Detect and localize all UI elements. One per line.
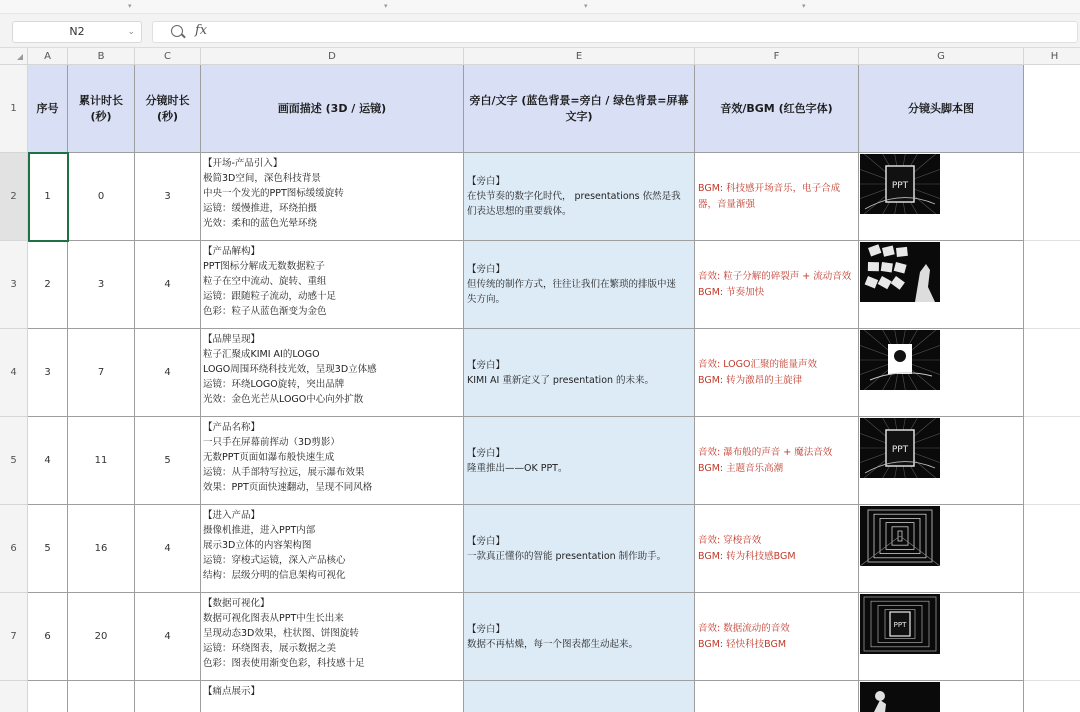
name-box-value: N2 — [69, 25, 85, 38]
scene-line: 极简3D空间，深色科技背景 — [203, 173, 321, 184]
cell-seq[interactable]: 5 — [28, 505, 68, 593]
scene-line: 结构：层级分明的信息架构可视化 — [203, 570, 346, 581]
cell-seq[interactable]: 6 — [28, 593, 68, 681]
scene-line: 【品牌呈现】 — [203, 334, 261, 345]
row-header-2[interactable]: 2 — [0, 153, 28, 241]
scene-line: 【开场-产品引入】 — [203, 158, 283, 169]
column-header-b[interactable]: B — [68, 48, 135, 65]
dropdown-arrow-icon[interactable]: ▾ — [802, 2, 806, 10]
cell-storyboard-image[interactable] — [859, 681, 1024, 712]
cell-seq[interactable]: 3 — [28, 329, 68, 417]
cell-narration[interactable] — [464, 153, 695, 241]
cell-dur[interactable]: 3 — [135, 153, 201, 241]
scene-line: LOGO周围环绕科技光效，呈现3D立体感 — [203, 364, 377, 375]
name-box[interactable] — [12, 21, 142, 43]
scene-line: 运镜：从手部特写拉远，展示瀑布效果 — [203, 467, 365, 478]
header-cell-dur[interactable]: 分镜时长(秒) — [135, 65, 201, 153]
empty-cell[interactable] — [1024, 153, 1080, 241]
cell-dur[interactable]: 4 — [135, 329, 201, 417]
cell-cum[interactable]: 0 — [68, 153, 135, 241]
cell-narration[interactable] — [464, 329, 695, 417]
sound-line: 音效: 粒子分解的碎裂声 + 流动音效 — [698, 270, 852, 282]
scene-line: 【进入产品】 — [203, 510, 261, 521]
scene-line: 中央一个发光的PPT图标缓缓旋转 — [203, 188, 344, 199]
cell-sound-bgm[interactable] — [695, 681, 859, 712]
cell-narration[interactable] — [464, 505, 695, 593]
cell-cum[interactable]: 3 — [68, 241, 135, 329]
empty-cell[interactable] — [1024, 241, 1080, 329]
scene-line: 【产品名称】 — [203, 422, 261, 433]
cell-sound-bgm[interactable] — [695, 241, 859, 329]
narration-line: 【旁白】 — [467, 176, 506, 187]
cell-scene-description[interactable] — [201, 329, 464, 417]
scene-line: 效果：PPT页面快速翻动，呈现不同风格 — [203, 482, 373, 493]
cell-storyboard-image[interactable] — [859, 153, 1024, 241]
sound-line: BGM: 转为激昂的主旋律 — [698, 374, 803, 386]
narration-line: 但传统的制作方式，往往让我们在繁琐的排版中迷 — [467, 279, 677, 290]
cell-cum[interactable]: 16 — [68, 505, 135, 593]
scene-line: 【产品解构】 — [203, 246, 261, 257]
select-all-corner[interactable] — [0, 48, 28, 65]
cell-narration[interactable] — [464, 593, 695, 681]
svg-text:PPT: PPT — [891, 445, 909, 455]
cell-scene-description[interactable] — [201, 505, 464, 593]
scene-line: 一只手在屏幕前挥动（3D剪影） — [203, 437, 340, 448]
cell-storyboard-image[interactable] — [859, 505, 1024, 593]
svg-text:PPT: PPT — [893, 621, 907, 629]
storyboard-thumbnail — [860, 154, 940, 214]
cell-seq[interactable] — [28, 681, 68, 712]
scene-line: PPT图标分解成无数数据粒子 — [203, 261, 325, 272]
scene-line: 呈现动态3D效果，柱状图、饼图旋转 — [203, 628, 359, 639]
cell-scene-description[interactable] — [201, 241, 464, 329]
svg-text:PPT: PPT — [891, 181, 909, 191]
scene-line: 【痛点展示】 — [203, 686, 261, 697]
row-header-3[interactable]: 3 — [0, 241, 28, 329]
cell-seq[interactable]: 4 — [28, 417, 68, 505]
header-cell-seq[interactable]: 序号 — [28, 65, 68, 153]
cell-scene-description[interactable] — [201, 681, 464, 712]
cell-scene-description[interactable] — [201, 417, 464, 505]
narration-line: 【旁白】 — [467, 359, 506, 371]
cell-sound-bgm[interactable] — [695, 417, 859, 505]
cell-dur[interactable] — [135, 681, 201, 712]
header-cell-scene[interactable]: 画面描述 (3D / 运镜) — [201, 65, 464, 153]
column-header-g[interactable]: G — [859, 48, 1024, 65]
sound-line: BGM: 节奏加快 — [698, 286, 765, 298]
header-cell-sound[interactable]: 音效/BGM (红色字体) — [695, 65, 859, 153]
cell-seq[interactable]: 1 — [28, 153, 68, 241]
cell-storyboard-image[interactable] — [859, 417, 1024, 505]
column-header-d[interactable]: D — [201, 48, 464, 65]
scene-line: 【数据可视化】 — [203, 598, 270, 609]
empty-cell[interactable] — [1024, 505, 1080, 593]
empty-cell[interactable] — [1024, 65, 1080, 153]
storyboard-thumbnail — [860, 682, 940, 712]
sound-line: 器，音量渐强 — [698, 198, 756, 210]
header-cell-narration[interactable]: 旁白/文字 (蓝色背景=旁白 / 绿色背景=屏幕文字) — [464, 65, 695, 153]
scene-line: 运镜：穿梭式运镜，深入产品核心 — [203, 555, 346, 566]
sound-line: 音效: LOGO汇聚的能量声效 — [698, 358, 817, 370]
cell-cum[interactable]: 20 — [68, 593, 135, 681]
cell-cum[interactable]: 7 — [68, 329, 135, 417]
cell-seq[interactable]: 2 — [28, 241, 68, 329]
toolbar-strip — [0, 0, 1080, 14]
narration-line: 在快节奏的数字化时代， presentations 依然是我 — [467, 191, 681, 202]
scene-line: 运镜：环绕图表，展示数据之美 — [203, 643, 337, 654]
narration-line: 【旁白】 — [467, 447, 506, 459]
cell-sound-bgm[interactable] — [695, 593, 859, 681]
column-header-a[interactable]: A — [28, 48, 68, 65]
row-header-7[interactable]: 7 — [0, 593, 28, 681]
column-header-e[interactable]: E — [464, 48, 695, 65]
cell-scene-description[interactable] — [201, 153, 464, 241]
scene-line: 光效：金色光芒从LOGO中心向外扩散 — [203, 394, 364, 405]
scene-line: 运镜：跟随粒子流动，动感十足 — [203, 291, 337, 302]
storyboard-thumbnail — [860, 594, 940, 654]
empty-cell[interactable] — [1024, 593, 1080, 681]
cell-sound-bgm[interactable] — [695, 329, 859, 417]
row-header[interactable] — [0, 681, 28, 712]
row-header-1[interactable]: 1 — [0, 65, 28, 153]
empty-cell[interactable] — [1024, 681, 1080, 712]
scene-line: 粒子汇聚成KIMI AI的LOGO — [203, 349, 320, 360]
scene-line: 粒子在空中流动、旋转、重组 — [203, 276, 327, 287]
empty-cell[interactable] — [1024, 329, 1080, 417]
cell-narration[interactable] — [464, 417, 695, 505]
scene-line: 摄像机推进，进入PPT内部 — [203, 525, 316, 536]
cell-dur[interactable]: 4 — [135, 241, 201, 329]
scene-line: 色彩：粒子从蓝色渐变为金色 — [203, 306, 327, 317]
row-header-6[interactable]: 6 — [0, 505, 28, 593]
cell-scene-description[interactable] — [201, 593, 464, 681]
cell-storyboard-image[interactable] — [859, 241, 1024, 329]
sound-line: 音效: 穿梭音效 — [698, 534, 762, 546]
scene-line: 色彩：图表使用渐变色彩，科技感十足 — [203, 658, 365, 669]
cell-storyboard-image[interactable] — [859, 593, 1024, 681]
cell-cum[interactable] — [68, 681, 135, 712]
narration-line: 一款真正懂你的智能 presentation 制作助手。 — [467, 550, 667, 562]
narration-line: KIMI AI 重新定义了 presentation 的未来。 — [467, 374, 655, 386]
scene-line: 展示3D立体的内容架构图 — [203, 540, 312, 551]
cell-dur[interactable]: 4 — [135, 593, 201, 681]
sound-line: BGM: 主题音乐高潮 — [698, 462, 784, 474]
dropdown-arrow-icon[interactable]: ▾ — [384, 2, 388, 10]
cell-narration[interactable] — [464, 241, 695, 329]
row-header-4[interactable]: 4 — [0, 329, 28, 417]
sound-line: 音效: 瀑布般的声音 + 魔法音效 — [698, 446, 833, 458]
dropdown-arrow-icon[interactable]: ▾ — [584, 2, 588, 10]
narration-line: 【旁白】 — [467, 535, 506, 547]
cell-dur[interactable]: 4 — [135, 505, 201, 593]
sound-line: BGM: 轻快科技BGM — [698, 638, 787, 650]
narration-line: 们表达思想的重要载体。 — [467, 206, 572, 217]
row-header-5[interactable]: 5 — [0, 417, 28, 505]
storyboard-thumbnail — [860, 418, 940, 478]
scene-line: 无数PPT页面如瀑布般快速生成 — [203, 452, 335, 463]
chevron-down-icon[interactable]: ⌄ — [127, 27, 135, 37]
cell-dur[interactable]: 5 — [135, 417, 201, 505]
spreadsheet-grid — [0, 48, 1080, 712]
header-cell-storyboard[interactable]: 分镜头脚本图 — [859, 65, 1024, 153]
storyboard-thumbnail — [860, 330, 940, 390]
cell-narration[interactable] — [464, 681, 695, 712]
scene-line: 光效：柔和的蓝色光晕环绕 — [203, 218, 318, 229]
fx-icon[interactable]: fx — [195, 23, 208, 38]
formula-bar — [0, 14, 1080, 48]
storyboard-thumbnail — [860, 242, 940, 302]
narration-line: 【旁白】 — [467, 264, 506, 275]
column-header-c[interactable]: C — [135, 48, 201, 65]
sound-line: 音效: 数据流动的音效 — [698, 622, 790, 634]
sound-line: BGM: 科技感开场音乐，电子合成 — [698, 182, 841, 194]
cell-sound-bgm[interactable] — [695, 153, 859, 241]
narration-line: 数据不再枯燥，每一个图表都生动起来。 — [467, 638, 639, 650]
dropdown-arrow-icon[interactable]: ▾ — [128, 2, 132, 10]
cell-cum[interactable]: 11 — [68, 417, 135, 505]
scene-line: 运镜：环绕LOGO旋转，突出品牌 — [203, 379, 345, 390]
narration-line: 隆重推出——OK PPT。 — [467, 462, 568, 474]
sound-line: BGM: 转为科技感BGM — [698, 550, 796, 562]
storyboard-thumbnail — [860, 506, 940, 566]
narration-line: 【旁白】 — [467, 623, 506, 635]
narration-line: 失方向。 — [467, 294, 506, 305]
formula-input[interactable] — [152, 21, 1078, 43]
cell-storyboard-image[interactable] — [859, 329, 1024, 417]
cell-sound-bgm[interactable] — [695, 505, 859, 593]
zoom-icon[interactable] — [171, 25, 183, 37]
scene-line: 运镜：缓慢推进，环绕拍摄 — [203, 203, 318, 214]
empty-cell[interactable] — [1024, 417, 1080, 505]
column-header-h[interactable]: H — [1024, 48, 1080, 65]
header-cell-cum[interactable]: 累计时长(秒) — [68, 65, 135, 153]
scene-line: 数据可视化图表从PPT中生长出来 — [203, 613, 344, 624]
column-header-f[interactable]: F — [695, 48, 859, 65]
